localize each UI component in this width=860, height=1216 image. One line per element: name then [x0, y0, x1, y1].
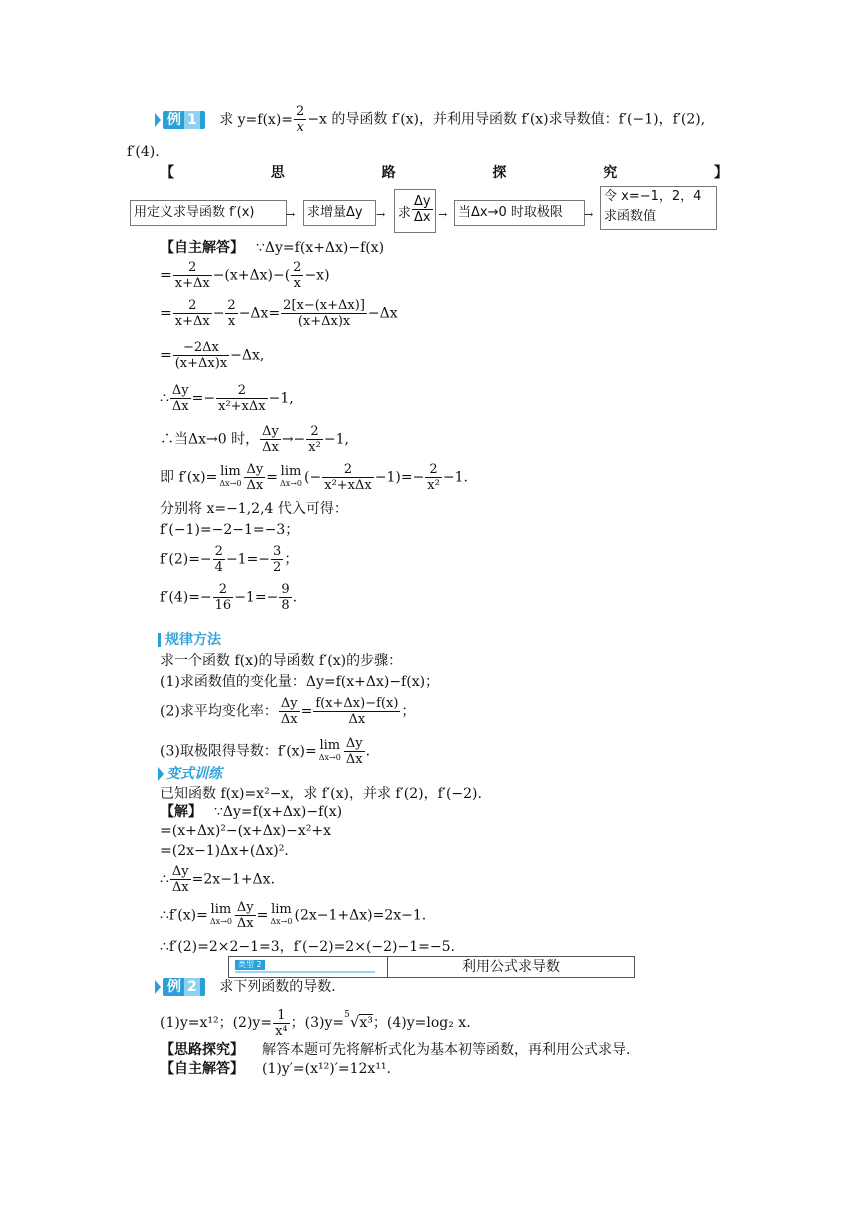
- arrow-icon: →: [584, 208, 594, 221]
- flow-step-2: 求增量Δy: [303, 200, 376, 226]
- example2-question: 例 2 求下列函数的导数.: [155, 978, 336, 996]
- example2-think: 【思路探究】 解答本题可先将解析式化为基本初等函数，再利用公式求导.: [160, 1042, 631, 1058]
- solution1-line-11: f′(4)=− $\frac{2}{16}$ −1=− $\frac{9}{8}$ .: [160, 582, 298, 613]
- heading-bar-icon: [158, 633, 161, 647]
- variant-line-1: 已知函数 f(x)=x²−x，求 f′(x)，并求 f′(2)，f′(−2).: [160, 786, 482, 802]
- method-line-1: 求一个函数 f(x)的导函数 f′(x)的步骤：: [160, 653, 403, 669]
- example2-items: (1)y=x¹²；(2)y= $\frac{1}{\text{x⁴}}$ ；(3)y=$^5$√x³；(4)y=log₂ x.: [160, 1007, 471, 1039]
- arrow-icon: →: [286, 208, 296, 221]
- flow-step-4: 当Δx→0 时取极限: [454, 200, 585, 226]
- variant-line-2: 【解】 ∵Δy=f(x+Δx)−f(x): [160, 804, 343, 820]
- variant-line-7: ∴f′(2)=2×2−1=3，f′(−2)=2×(−2)−1=−5.: [160, 939, 455, 955]
- arrow-icon: →: [376, 208, 386, 221]
- method-title: 规律方法: [158, 631, 221, 649]
- example1-question-cont: f′(4).: [127, 144, 160, 160]
- method-line-3: (2)求平均变化率： $\frac{\Delta y}{\Delta x}$ = $\frac{f(x+\Delta x)-f(x)}{\Delta x}$ ；: [160, 696, 416, 727]
- type-title: 利用公式求导数: [462, 959, 560, 975]
- variant-line-3: =(x+Δx)²−(x+Δx)−x²+x: [160, 823, 332, 839]
- method-line-2: (1)求函数值的变化量：Δy=f(x+Δx)−f(x)；: [160, 674, 440, 690]
- example-marker-icon: [155, 980, 161, 994]
- solution1-line-6: ∴当Δx→0 时， $\frac{\Delta y}{\Delta x}$ →− $\frac{2}{\text{x²}}$ −1,: [160, 424, 349, 455]
- example-tag: 例 2: [163, 978, 205, 996]
- solution1-line-4: = $\frac{-2\Delta x}{(x+\Delta x)x}$ −Δx,: [160, 340, 265, 371]
- flow-step-5: 令 x=−1，2，4 求函数值: [600, 186, 717, 230]
- variant-line-5: ∴ $\frac{\Delta y}{\Delta x}$ =2x−1+Δx.: [160, 864, 276, 895]
- solution1-line-2: = $\frac{2}{x+\Delta x}$ −(x+Δx)−( $\frac{2}{x}$ −x): [160, 260, 330, 291]
- variant-line-6: ∴f′(x)= lim Δx→0 $\frac{\Delta y}{\Delta x}$ = lim Δx→0 (2x−1+Δx)=2x−1.: [160, 900, 427, 931]
- example1-question: 例 1 求 y=f(x)= $\frac{2}{x}$ −x 的导函数 f′(x)，并利用导函数 f′(x)求导数值：f′(−1)，f′(2),: [155, 104, 705, 135]
- variant-title: 变式训练: [158, 765, 222, 783]
- fraction: $\frac{2}{x}$: [296, 104, 305, 135]
- flow-step-3: 求 $\frac{\Delta y}{\Delta x}$: [394, 189, 436, 233]
- solution1-line-7: 即 f′(x)= lim Δx→0 $\frac{\Delta y}{\Delta x}$ = lim Δx→0 (− $\frac{2}{\text{x²+xΔx}}$ −1)=− $\frac{2}{\text{x²}}$ −1.: [160, 462, 468, 493]
- example-marker-icon: [155, 113, 161, 127]
- solution1-line-10: f′(2)=− $\frac{2}{4}$ −1=− $\frac{3}{2}$ ；: [160, 544, 299, 575]
- solution1-line-9: f′(−1)=−2−1=−3；: [160, 522, 300, 538]
- type-tag: 类型 2: [229, 957, 388, 977]
- variant-line-4: =(2x−1)Δx+(Δx)².: [160, 843, 289, 859]
- solution1-line-3: = $\frac{2}{x+\Delta x}$ − $\frac{2}{x}$ −Δx= $\frac{2[x-(x+\Delta x)]}{(x+\Delta x)x}$ −Δx: [160, 298, 398, 329]
- flow-step-1: 用定义求导函数 f′(x): [130, 200, 287, 226]
- solution1-line-1: 【自主解答】 ∵Δy=f(x+Δx)−f(x): [160, 240, 385, 256]
- example-tag: 例 1: [163, 111, 205, 129]
- type-bar: [228, 956, 635, 978]
- limit-symbol: lim Δx→0: [219, 463, 242, 488]
- arrow-icon: →: [438, 208, 448, 221]
- solution1-line-5: ∴ $\frac{\Delta y}{\Delta x}$ =− $\frac{2}{\text{x²+xΔx}}$ −1,: [160, 383, 294, 414]
- method-line-4: (3)取极限得导数：f′(x)= lim Δx→0 $\frac{\Delta y}{\Delta x}$ .: [160, 736, 371, 767]
- solution1-line-8: 分别将 x=−1,2,4 代入可得：: [160, 501, 348, 517]
- think-header: 【 思 路 探 究 】: [160, 165, 728, 181]
- example2-solution: 【自主解答】 (1)y′=(x¹²)′=12x¹¹.: [160, 1061, 391, 1077]
- variant-marker-icon: [158, 767, 164, 781]
